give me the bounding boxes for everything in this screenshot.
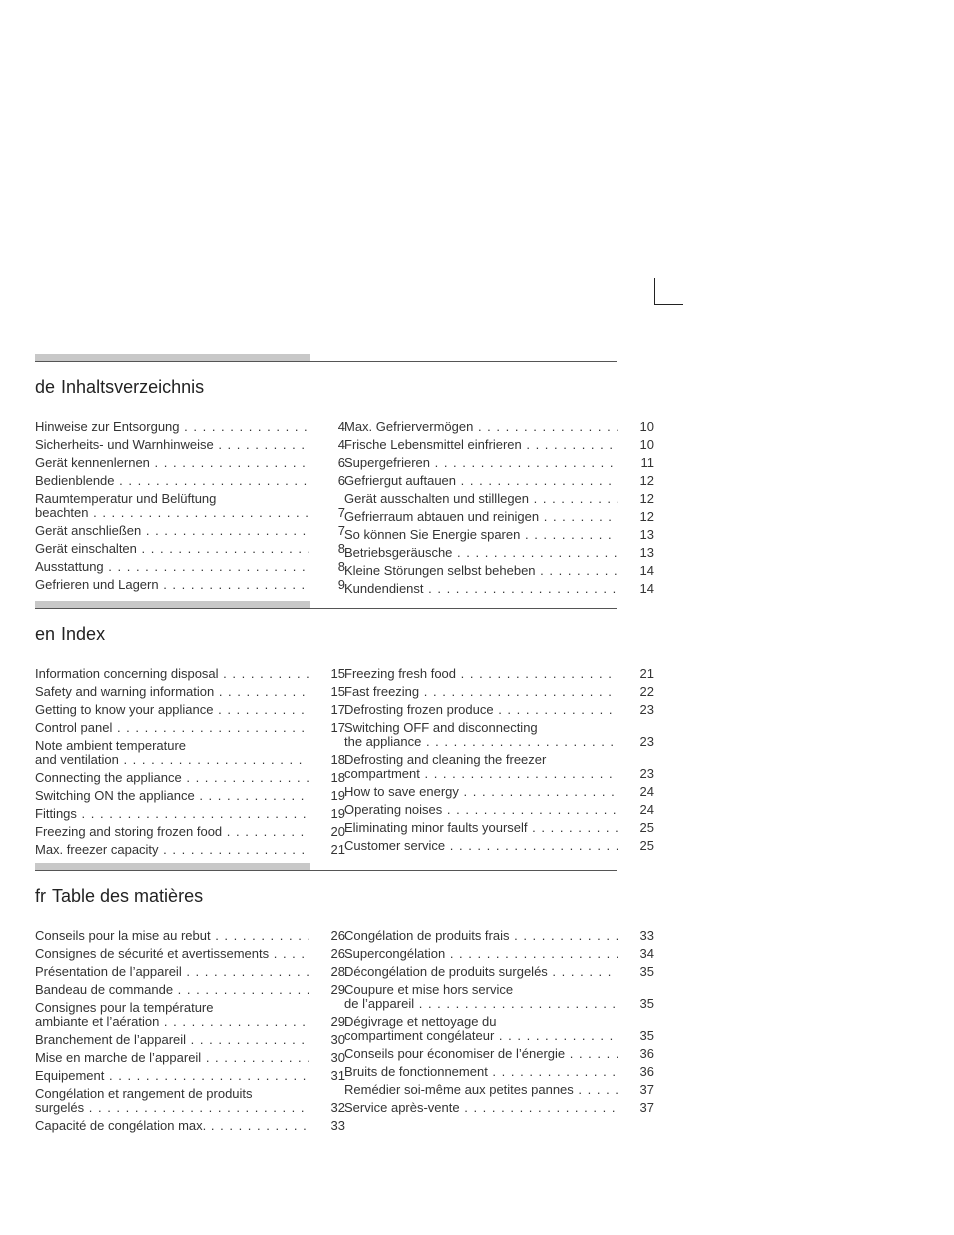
toc-entry-title: and ventilation . . . [35, 753, 309, 767]
toc-entry[interactable] [35, 701, 345, 719]
toc-page-number: 14 [639, 581, 654, 596]
toc-entry[interactable] [344, 665, 654, 683]
toc-entry-title: surgelés . . . [35, 1101, 309, 1115]
toc-section-de [35, 354, 654, 596]
toc-page-number: 29 [330, 1014, 345, 1029]
toc-entry-title: Note ambient temperature [35, 739, 187, 753]
toc-page-number: 7 [337, 505, 345, 520]
toc-section-fr [35, 863, 654, 1133]
toc-page-number: 25 [639, 820, 654, 835]
toc-entry[interactable] [344, 472, 654, 490]
toc-entry-title: Congélation de produits frais . . . [344, 929, 618, 943]
toc-page-number: 19 [330, 788, 345, 803]
toc-entry-title: Bruits de fonctionnement . . . [344, 1065, 618, 1079]
toc-entry-title: the appliance . . . [344, 735, 618, 749]
toc-entry-title: Conseils pour économiser de l’énergie . . . [344, 1047, 618, 1061]
toc-page-number: 33 [330, 1118, 345, 1133]
section-title: Index [61, 624, 106, 644]
toc-page-number: 31 [330, 1068, 345, 1083]
toc-entry[interactable] [344, 819, 654, 837]
toc-entry-title: compartiment congélateur . . . [344, 1029, 618, 1043]
toc-entry[interactable] [35, 823, 345, 841]
toc-entry[interactable] [35, 769, 345, 787]
toc-column-left [35, 927, 345, 1135]
toc-entry-title: How to save energy . . . [344, 785, 618, 799]
toc-entry-title: compartment . . . [344, 767, 618, 781]
toc-entry-title: So können Sie Energie sparen . . . [344, 528, 618, 542]
toc-entry-title: Max. freezer capacity . . . [35, 843, 309, 857]
toc-entry-title: Bandeau de commande . . . [35, 983, 309, 997]
toc-entry[interactable] [35, 737, 345, 769]
toc-entry[interactable] [344, 508, 654, 526]
toc-entry[interactable] [35, 576, 345, 594]
toc-entry[interactable] [344, 436, 654, 454]
toc-page-number: 26 [330, 946, 345, 961]
toc-entry[interactable] [344, 719, 654, 751]
toc-page-number: 8 [337, 541, 345, 556]
toc-entry-title: Sicherheits- und Warnhinweise . . . [35, 438, 309, 452]
toc-entry[interactable] [35, 418, 345, 436]
toc-page-number: 10 [639, 419, 654, 434]
toc-entry-title: Coupure et mise hors service [344, 983, 514, 997]
toc-page-number: 17 [330, 720, 345, 735]
toc-entry-title: Service après-vente . . . [344, 1101, 618, 1115]
toc-entry-title: Consignes de sécurité et avertissements . . . [35, 947, 309, 961]
toc-page-number: 12 [639, 509, 654, 524]
toc-page-number: 15 [330, 666, 345, 681]
toc-entry[interactable] [35, 841, 345, 859]
toc-entry-title: Connecting the appliance . . . [35, 771, 309, 785]
toc-entry-title: Supercongélation . . . [344, 947, 618, 961]
toc-page-number: 30 [330, 1032, 345, 1047]
toc-entry-title: Raumtemperatur und Belüftung [35, 492, 217, 506]
toc-entry-title: Branchement de l’appareil . . . [35, 1033, 309, 1047]
toc-entry-title: Equipement . . . [35, 1069, 309, 1083]
toc-entry-title: Kleine Störungen selbst beheben . . . [344, 564, 618, 578]
toc-page-number: 12 [639, 473, 654, 488]
toc-page-number: 22 [639, 684, 654, 699]
toc-page-number: 17 [330, 702, 345, 717]
toc-page-number: 25 [639, 838, 654, 853]
toc-entry[interactable] [344, 1063, 654, 1081]
toc-page-number: 10 [639, 437, 654, 452]
toc-column-right [344, 927, 654, 1117]
toc-page-number: 23 [639, 702, 654, 717]
toc-entry[interactable] [344, 927, 654, 945]
toc-entry-title: Kundendienst . . . [344, 582, 618, 596]
toc-entry[interactable] [35, 558, 345, 576]
toc-entry-title: Ausstattung . . . [35, 560, 309, 574]
toc-page-number: 4 [337, 437, 345, 452]
toc-entry[interactable] [344, 981, 654, 1013]
toc-entry-title: Consignes pour la température [35, 1001, 214, 1015]
toc-entry[interactable] [35, 999, 345, 1031]
toc-entry-title: Max. Gefriervermögen . . . [344, 420, 618, 434]
toc-entry-title: Gerät ausschalten und stilllegen . . . [344, 492, 618, 506]
toc-entry-title: Gefrieren und Lagern . . . [35, 578, 309, 592]
toc-entry-title: Gerät kennenlernen . . . [35, 456, 309, 470]
toc-page-number: 35 [639, 996, 654, 1011]
toc-page-number: 32 [330, 1100, 345, 1115]
toc-entry[interactable] [35, 1049, 345, 1067]
toc-entry-title: Eliminating minor faults yourself . . . [344, 821, 618, 835]
toc-page-number: 26 [330, 928, 345, 943]
toc-page-number: 6 [337, 455, 345, 470]
toc-entry-title: Dégivrage et nettoyage du [344, 1015, 497, 1029]
toc-page-number: 37 [639, 1082, 654, 1097]
toc-entry[interactable] [35, 522, 345, 540]
toc-page-number: 13 [639, 527, 654, 542]
toc-entry-title: Switching OFF and disconnecting [344, 721, 538, 735]
toc-entry-title: Customer service . . . [344, 839, 618, 853]
toc-entry-title: Fast freezing . . . [344, 685, 618, 699]
section-rule [35, 354, 617, 362]
toc-page-number: 33 [639, 928, 654, 943]
toc-column-left [35, 665, 345, 859]
toc-page-number: 36 [639, 1064, 654, 1079]
toc-entry-title: Safety and warning information . . . [35, 685, 309, 699]
toc-page-number: 19 [330, 806, 345, 821]
toc-page-number: 37 [639, 1100, 654, 1115]
toc-entry[interactable] [344, 418, 654, 436]
toc-section-en [35, 601, 654, 857]
toc-page-number: 35 [639, 1028, 654, 1043]
toc-entry[interactable] [344, 1081, 654, 1099]
toc-entry-title: de l’appareil . . . [344, 997, 618, 1011]
toc-entry[interactable] [344, 454, 654, 472]
section-heading [35, 624, 617, 644]
section-title: Inhaltsverzeichnis [61, 377, 205, 397]
toc-entry[interactable] [35, 454, 345, 472]
language-code: de [35, 377, 56, 397]
toc-entry[interactable] [344, 1045, 654, 1063]
toc-entry[interactable] [35, 540, 345, 558]
section-rule [35, 601, 617, 609]
toc-page-number: 13 [639, 545, 654, 560]
language-code: fr [35, 886, 46, 906]
crop-mark [654, 278, 683, 305]
toc-page-number: 4 [337, 419, 345, 434]
toc-page-number: 6 [337, 473, 345, 488]
toc-page-number: 9 [337, 577, 345, 592]
toc-entry-title: Gerät anschließen . . . [35, 524, 309, 538]
toc-entry[interactable] [344, 1099, 654, 1117]
toc-page-number: 14 [639, 563, 654, 578]
toc-entry-title: Gefrierraum abtauen und reinigen . . . [344, 510, 618, 524]
toc-page-number: 24 [639, 802, 654, 817]
toc-entry[interactable] [344, 783, 654, 801]
toc-entry-title: Gerät einschalten . . . [35, 542, 309, 556]
toc-entry-title: Décongélation de produits surgelés . . . [344, 965, 618, 979]
toc-page-number: 23 [639, 766, 654, 781]
toc-column-right [344, 418, 654, 598]
toc-entry-title: Information concerning disposal . . . [35, 667, 309, 681]
toc-entry-title: Defrosting and cleaning the freezer [344, 753, 547, 767]
toc-entry-title: Gefriergut auftauen . . . [344, 474, 618, 488]
language-code: en [35, 624, 56, 644]
toc-entry[interactable] [344, 562, 654, 580]
section-heading [35, 377, 617, 397]
toc-entry-title: ambiante et l’aération . . . [35, 1015, 309, 1029]
toc-page-number: 21 [639, 666, 654, 681]
toc-entry-title: Congélation et rangement de produits [35, 1087, 253, 1101]
toc-entry[interactable] [35, 805, 345, 823]
toc-page-number: 15 [330, 684, 345, 699]
toc-entry[interactable] [344, 945, 654, 963]
toc-entry[interactable] [35, 945, 345, 963]
toc-page-number: 30 [330, 1050, 345, 1065]
toc-entry-title: beachten . . . [35, 506, 309, 520]
toc-entry[interactable] [344, 963, 654, 981]
toc-entry-title: Defrosting frozen produce . . . [344, 703, 618, 717]
toc-entry-title: Switching ON the appliance . . . [35, 789, 309, 803]
toc-entry[interactable] [344, 801, 654, 819]
toc-entry[interactable] [344, 580, 654, 598]
toc-page-number: 23 [639, 734, 654, 749]
toc-page-number: 11 [640, 455, 654, 470]
toc-entry-title: Getting to know your appliance . . . [35, 703, 309, 717]
toc-column-left [35, 418, 345, 594]
toc-entry-title: Hinweise zur Entsorgung . . . [35, 420, 309, 434]
toc-entry[interactable] [35, 490, 345, 522]
toc-page-number: 29 [330, 982, 345, 997]
toc-entry[interactable] [344, 683, 654, 701]
toc-entry[interactable] [344, 526, 654, 544]
toc-entry[interactable] [35, 927, 345, 945]
toc-page-number: 21 [330, 842, 345, 857]
toc-entry[interactable] [35, 1085, 345, 1117]
toc-entry[interactable] [344, 1013, 654, 1045]
toc-entry[interactable] [344, 751, 654, 783]
toc-page-number: 7 [337, 523, 345, 538]
toc-entry-title: Bedienblende . . . [35, 474, 309, 488]
toc-entry[interactable] [344, 490, 654, 508]
toc-entry[interactable] [344, 837, 654, 855]
toc-entry[interactable] [35, 665, 345, 683]
toc-page-number: 35 [639, 964, 654, 979]
section-title: Table des matières [52, 886, 204, 906]
toc-entry-title: Betriebsgeräusche . . . [344, 546, 618, 560]
toc-entry-title: Supergefrieren . . . [344, 456, 618, 470]
toc-entry-title: Remédier soi-même aux petites pannes . . . [344, 1083, 618, 1097]
toc-entry[interactable] [344, 544, 654, 562]
toc-entry[interactable] [35, 1067, 345, 1085]
toc-entry-title: Control panel . . . [35, 721, 309, 735]
toc-entry-title: Présentation de l’appareil . . . [35, 965, 309, 979]
toc-entry[interactable] [35, 963, 345, 981]
toc-entry-title: Conseils pour la mise au rebut . . . [35, 929, 309, 943]
toc-page-number: 28 [330, 964, 345, 979]
toc-entry[interactable] [35, 472, 345, 490]
toc-entry[interactable] [35, 683, 345, 701]
toc-page-number: 24 [639, 784, 654, 799]
toc-entry[interactable] [35, 787, 345, 805]
toc-entry-title: Freezing and storing frozen food . . . [35, 825, 309, 839]
toc-entry[interactable] [344, 701, 654, 719]
toc-entry[interactable] [35, 1031, 345, 1049]
toc-page-number: 20 [330, 824, 345, 839]
toc-entry-title: Fittings . . . [35, 807, 309, 821]
toc-entry-title: Frische Lebensmittel einfrieren . . . [344, 438, 618, 452]
toc-entry-title: Capacité de congélation max. . . . [35, 1119, 309, 1133]
toc-page-number: 36 [639, 1046, 654, 1061]
toc-entry[interactable] [35, 1117, 345, 1135]
toc-column-right [344, 665, 654, 855]
toc-entry-title: Operating noises . . . [344, 803, 618, 817]
toc-entry-title: Freezing fresh food . . . [344, 667, 618, 681]
toc-page-number: 18 [330, 752, 345, 767]
toc-page-number: 12 [639, 491, 654, 506]
toc-entry-title: Mise en marche de l’appareil . . . [35, 1051, 309, 1065]
toc-page-number: 34 [639, 946, 654, 961]
toc-page-number: 8 [337, 559, 345, 574]
toc-entry[interactable] [35, 981, 345, 999]
toc-entry[interactable] [35, 719, 345, 737]
section-heading [35, 886, 617, 906]
toc-entry[interactable] [35, 436, 345, 454]
toc-page-number: 18 [330, 770, 345, 785]
section-rule [35, 863, 617, 871]
